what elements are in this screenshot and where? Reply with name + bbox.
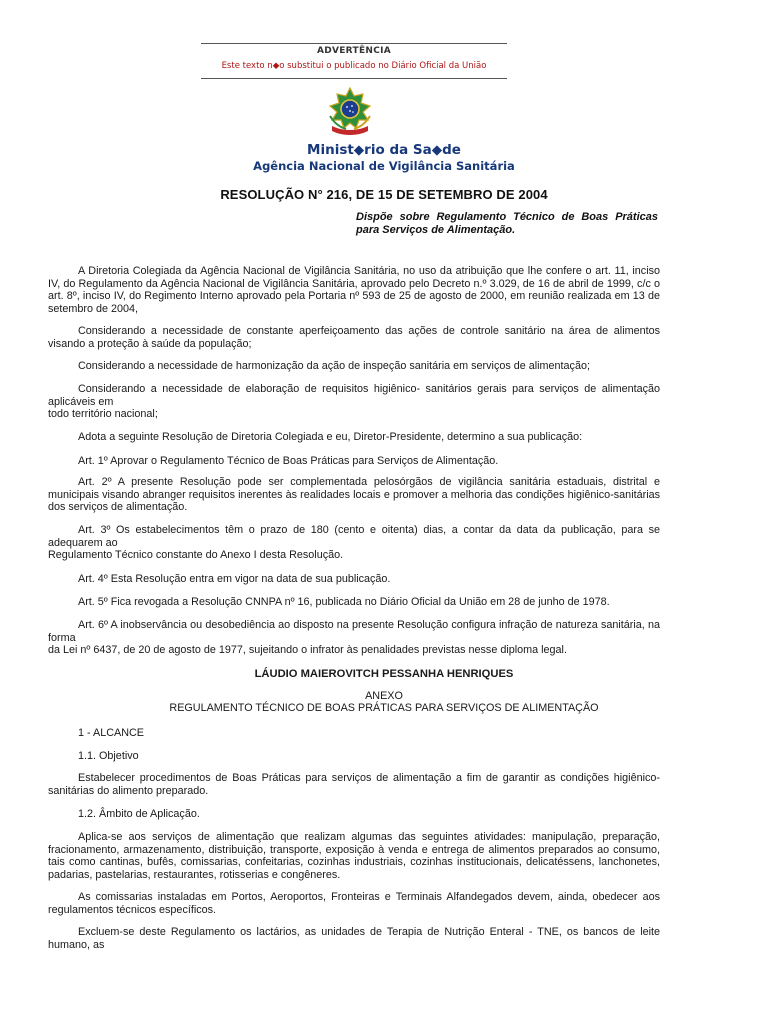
annex-label: ANEXO: [365, 690, 403, 702]
scope-paragraph: Aplica-se aos serviços de alimentação que realizam algumas das seguintes atividades: manipulação, preparação, fracionamento, armazenamento, distribuição, transporte, exposição à venda e entrega de alimentos preparados ao consumo, tais como cantinas, bufês, comissarias, confeitarias, cozinhas industriais, cozinhas institucionais, delicatéssens, lanchonetes, padarias, pastelarias, restaurantes, rotisserias e congêneres.: [48, 831, 660, 881]
article-2: Art. 2º A presente Resolução pode ser complementada pelosórgãos de vigilância sanitária estaduais, distrital e municipais visando abranger requisitos inerentes às realidades locais e promover a melhoria das condições higiênico-sanitárias dos serviços de alimentação.: [48, 476, 660, 513]
article-6: Art. 6º A inobservância ou desobediência ao disposto na presente Resolução configura infração de natureza sanitária, na forma da Lei nº 6437, de 20 de agosto de 1977, sujeitando o infrator às penalidades previstas nesse diploma legal.: [48, 619, 660, 656]
resolution-summary: Dispõe sobre Regulamento Técnico de Boas Práticas para Serviços de Alimentação.: [356, 211, 658, 236]
section-1-heading: 1 - ALCANCE: [78, 727, 145, 739]
commissaries-paragraph: As comissarias instaladas em Portos, Aeroportos, Fronteiras e Terminais Alfandegados devem, ainda, obedecer aos regulamentos técnicos específicos.: [48, 891, 660, 916]
article-3: Art. 3º Os estabelecimentos têm o prazo de 180 (cento e oitenta) dias, a contar da data da publicação, para se adequarem ao Regulamento Técnico constante do Anexo I desta Resolução.: [48, 524, 660, 561]
brazil-coat-of-arms-icon: [326, 86, 374, 136]
top-rule: [201, 43, 507, 44]
intro-paragraph: A Diretoria Colegiada da Agência Nacional de Vigilância Sanitária, no uso da atribuição que lhe confere o art. 11, inciso IV, do Regulamento da Agência Nacional de Vigilância Sanitária, aprovado pelo Decreto n.º 3.029, de 16 de abril de 1999, c/c o art. 8º, inciso IV, do Regimento Interno aprovado pela Portaria nº 593 de 25 de agosto de 2000, em reunião realizada em 13 de setembro de 2004,: [48, 265, 660, 315]
considering-paragraph-2: Considerando a necessidade de harmonização da ação de inspeção sanitária em serviços de alimentação;: [78, 360, 590, 372]
exclusions-paragraph: Excluem-se deste Regulamento os lactários, as unidades de Terapia de Nutrição Enteral - TNE, os bancos de leite humano, as: [48, 926, 660, 951]
considering-paragraph-3: Considerando a necessidade de elaboração de requisitos higiênico- sanitários gerais para serviços de alimentação aplicáveis em todo território nacional;: [48, 383, 660, 420]
objective-paragraph: Estabelecer procedimentos de Boas Práticas para serviços de alimentação a fim de garantir as condições higiênico-sanitárias do alimento preparado.: [48, 772, 660, 797]
article-4: Art. 4º Esta Resolução entra em vigor na data de sua publicação.: [78, 573, 391, 585]
section-1-1-heading: 1.1. Objetivo: [78, 750, 139, 762]
signature: LÁUDIO MAIEROVITCH PESSANHA HENRIQUES: [254, 668, 514, 680]
bottom-rule: [201, 78, 507, 79]
agency-name: Agência Nacional de Vigilância Sanitária: [253, 159, 515, 173]
considering-paragraph-1: Considerando a necessidade de constante aperfeiçoamento das ações de controle sanitário na área de alimentos visando a proteção à saúde da população;: [48, 325, 660, 350]
ministry-name: Minist◆rio da Sa◆de: [307, 142, 461, 158]
section-1-2-heading: 1.2. Âmbito de Aplicação.: [78, 808, 200, 820]
resolution-title: RESOLUÇÃO N° 216, DE 15 DE SETEMBRO DE 2004: [220, 187, 548, 202]
adopt-paragraph: Adota a seguinte Resolução de Diretoria Colegiada e eu, Diretor-Presidente, determino a sua publicação:: [78, 431, 583, 443]
annex-title: REGULAMENTO TÉCNICO DE BOAS PRÁTICAS PARA SERVIÇOS DE ALIMENTAÇÃO: [169, 702, 599, 714]
warning-title: ADVERTÊNCIA: [316, 46, 392, 56]
article-5: Art. 5º Fica revogada a Resolução CNNPA nº 16, publicada no Diário Oficial da União em 28 de junho de 1978.: [78, 596, 610, 608]
warning-text: Este texto n◆o substitui o publicado no Diário Oficial da União: [221, 61, 487, 71]
article-1: Art. 1º Aprovar o Regulamento Técnico de Boas Práticas para Serviços de Alimentação.: [78, 455, 499, 467]
